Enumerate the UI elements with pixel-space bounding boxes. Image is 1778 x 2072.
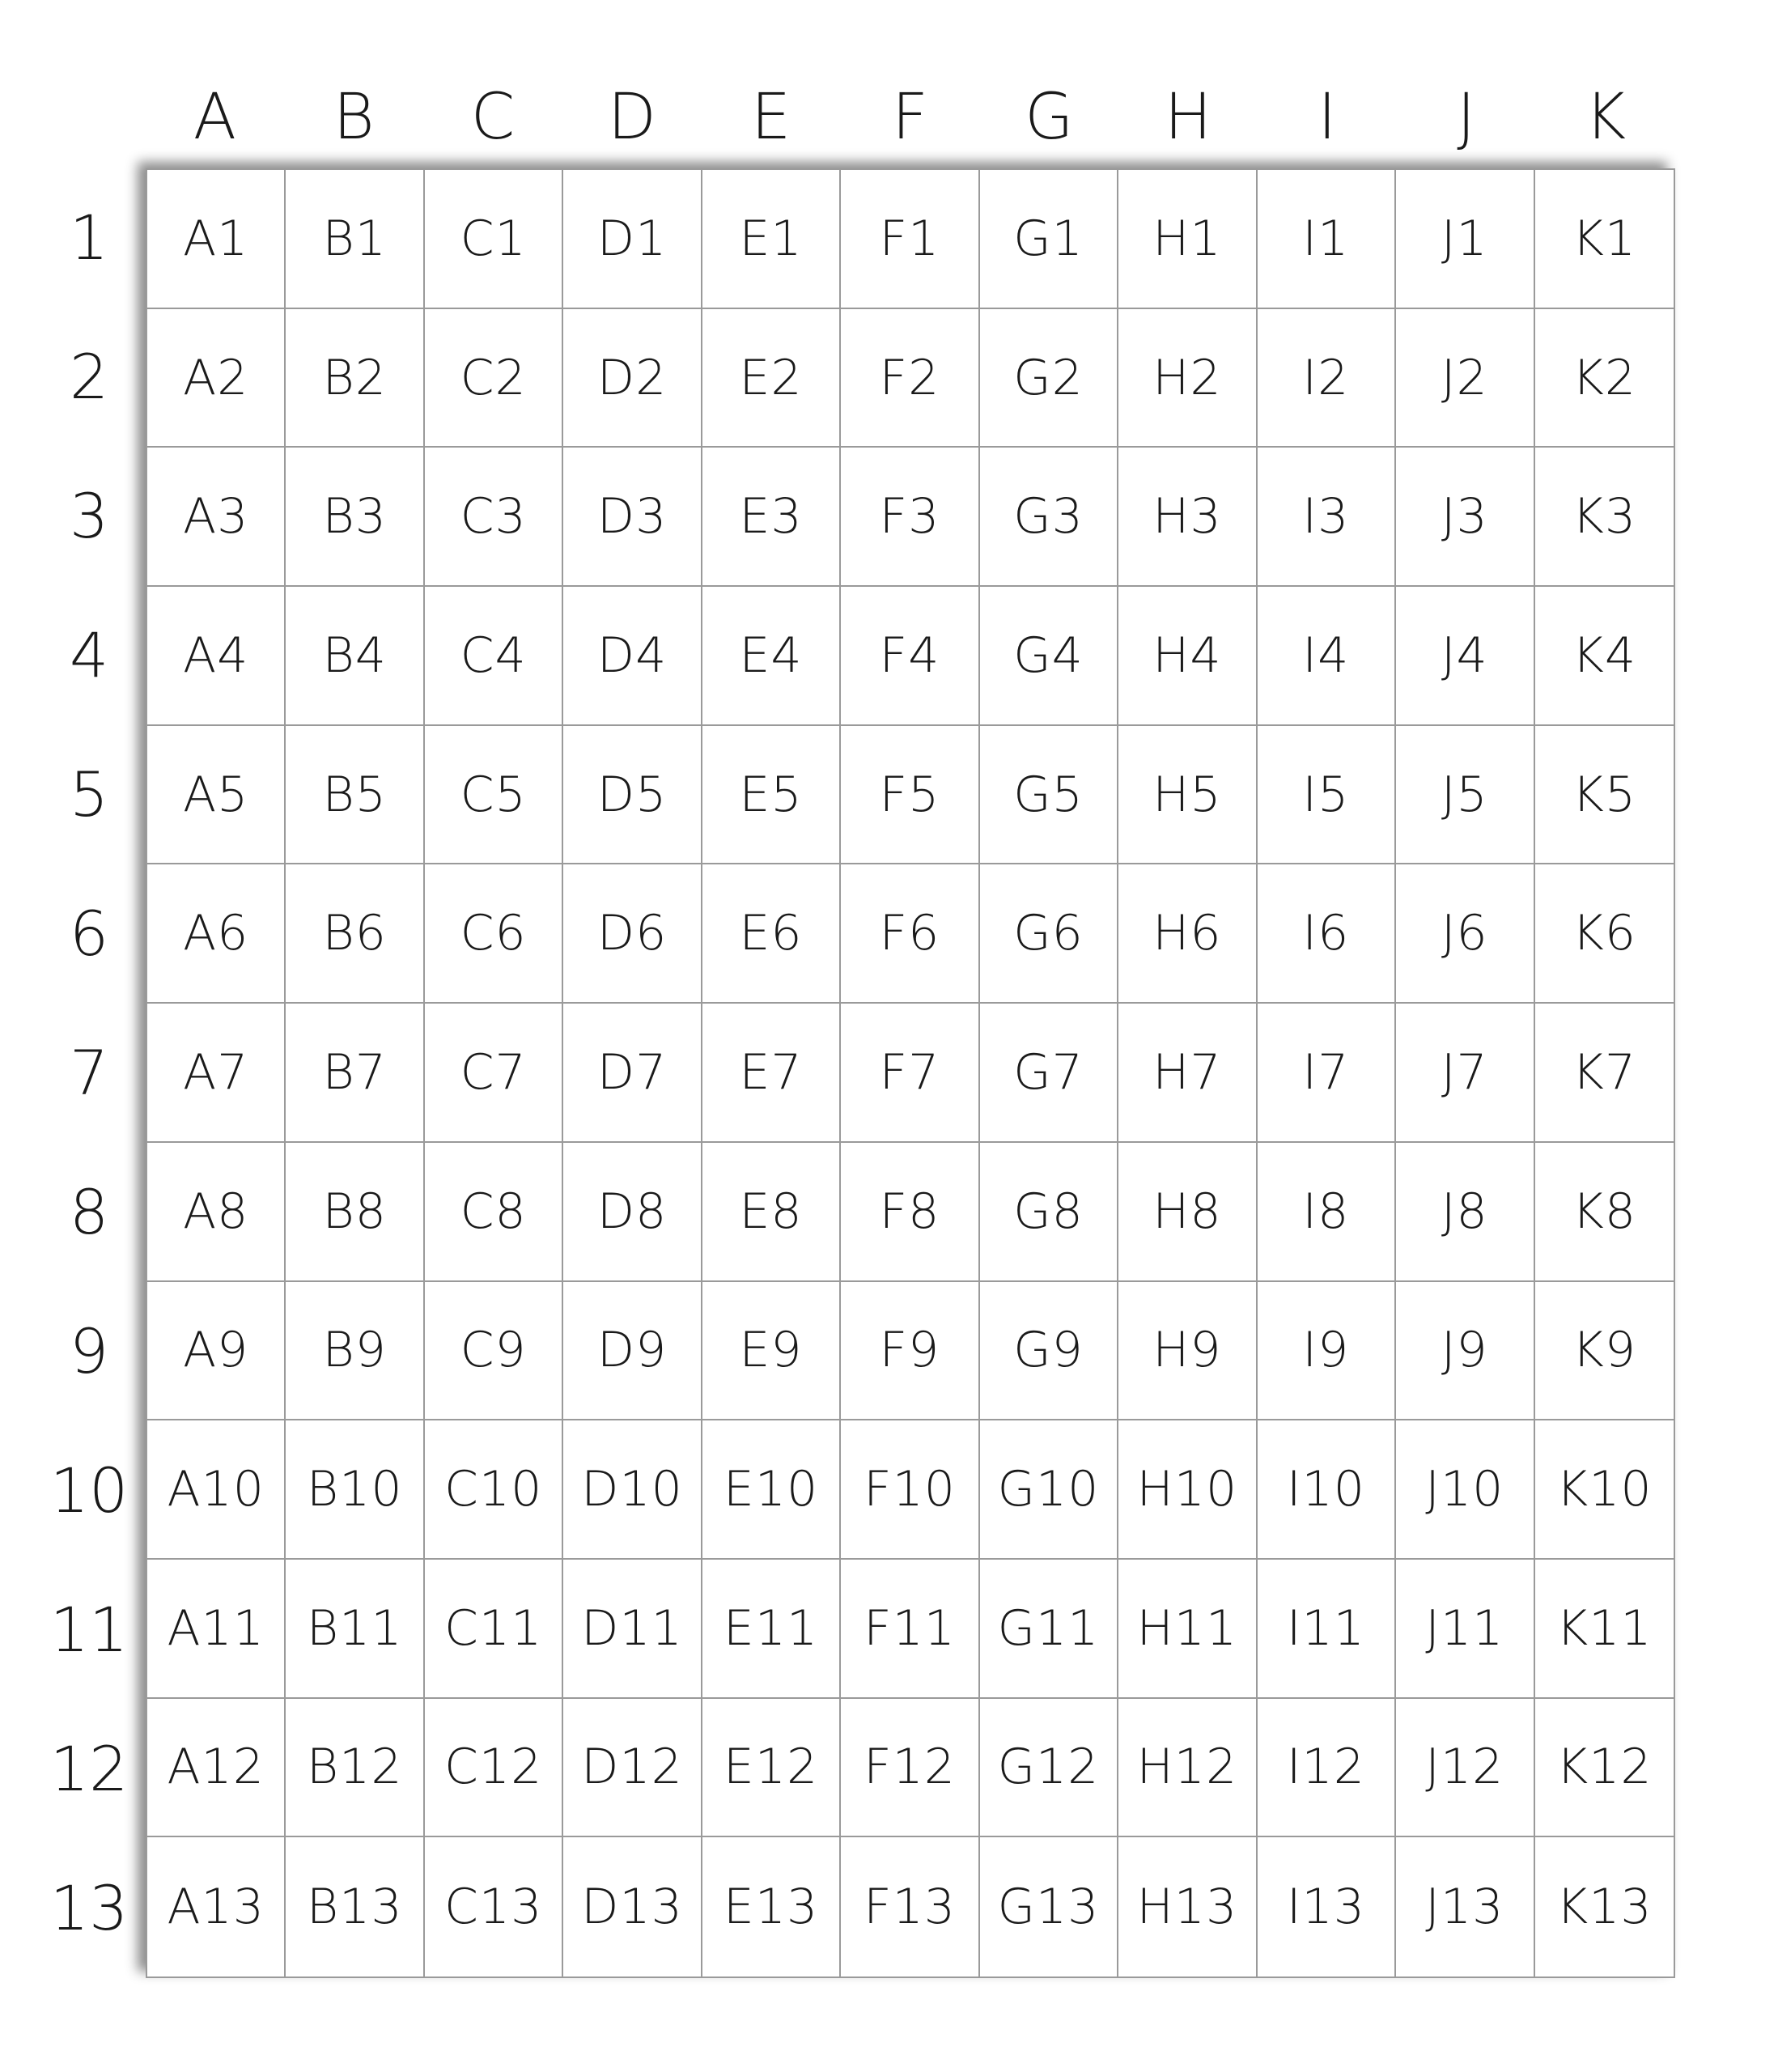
grid-cell: H6 [1118,864,1257,1004]
column-label: C [470,81,516,154]
grid-cell: E3 [702,448,841,587]
grid-cell: K1 [1535,170,1674,309]
column-label: I [1318,81,1338,154]
grid-cell: E4 [702,587,841,726]
grid-cell: E5 [702,726,841,865]
grid-cell: I12 [1258,1699,1396,1838]
grid-cell: H10 [1118,1420,1257,1560]
row-label: 8 [69,1176,109,1248]
grid-cell: F10 [841,1420,979,1560]
grid-cell: B3 [286,448,424,587]
column-label: D [607,81,657,154]
grid-cell: H12 [1118,1699,1257,1838]
grid-cell: G2 [980,309,1118,448]
grid-cell: K8 [1535,1143,1674,1282]
grid-cell: K4 [1535,587,1674,726]
column-headers [146,65,1675,170]
grid-cell: D11 [563,1560,702,1699]
grid-cell: K5 [1535,726,1674,865]
grid-cell: J12 [1396,1699,1534,1838]
grid-cell: F5 [841,726,979,865]
grid-cell: A3 [147,448,286,587]
grid-cell: D13 [563,1837,702,1976]
grid-cell: J10 [1396,1420,1534,1560]
column-label: E [751,81,792,154]
column-label: G [1025,81,1075,154]
grid-cell: C2 [425,309,563,448]
grid-cell: G10 [980,1420,1118,1560]
grid-cell: J13 [1396,1837,1534,1976]
grid-cell: D6 [563,864,702,1004]
grid-cell: F2 [841,309,979,448]
grid-cell: C3 [425,448,563,587]
grid-cell: C11 [425,1560,563,1699]
grid-cell: K10 [1535,1420,1674,1560]
grid-cell: G13 [980,1837,1118,1976]
grid-cell: I8 [1258,1143,1396,1282]
grid-cell: G9 [980,1282,1118,1421]
grid-cell: H4 [1118,587,1257,726]
grid-cell: H5 [1118,726,1257,865]
grid-cell: A13 [147,1837,286,1976]
grid-cell: G8 [980,1143,1118,1282]
grid-cell: E10 [702,1420,841,1560]
grid-cell: H11 [1118,1560,1257,1699]
grid-cell: B13 [286,1837,424,1976]
row-label: 11 [49,1594,129,1666]
grid-cell: D9 [563,1282,702,1421]
column-label: F [892,81,929,154]
grid-cell: E9 [702,1282,841,1421]
grid-cell: B4 [286,587,424,726]
grid-cell: B12 [286,1699,424,1838]
grid-cell: I11 [1258,1560,1396,1699]
grid-cell: K3 [1535,448,1674,587]
grid-cell: C9 [425,1282,563,1421]
grid-cell: B2 [286,309,424,448]
grid-cell: J2 [1396,309,1534,448]
row-label: 13 [49,1872,129,1944]
grid-cell: I2 [1258,309,1396,448]
grid-cell: A2 [147,309,286,448]
grid-cell: J5 [1396,726,1534,865]
grid-cell: H1 [1118,170,1257,309]
grid-cell: B1 [286,170,424,309]
grid-cell: G7 [980,1004,1118,1143]
grid-cell: I6 [1258,864,1396,1004]
grid-cell: C12 [425,1699,563,1838]
grid-cell: A1 [147,170,286,309]
grid-cell: C13 [425,1837,563,1976]
grid-cell: D4 [563,587,702,726]
grid-cell: D2 [563,309,702,448]
grid-cell: C6 [425,864,563,1004]
grid-cell: A10 [147,1420,286,1560]
grid-cell: A11 [147,1560,286,1699]
grid-cell: D10 [563,1420,702,1560]
grid-cell: K6 [1535,864,1674,1004]
grid-cell: F12 [841,1699,979,1838]
grid-cell: B10 [286,1420,424,1560]
grid-cell: K13 [1555,1879,1653,1936]
grid-cell: D12 [563,1699,702,1838]
grid-cell: I5 [1258,726,1396,865]
grid-cell: B7 [286,1004,424,1143]
row-label: 10 [49,1454,129,1526]
row-label: 12 [49,1733,129,1805]
row-label: 1 [69,202,109,274]
grid-cell: I13 [1258,1837,1396,1976]
grid-cell: D1 [563,170,702,309]
grid-cell: C10 [425,1420,563,1560]
grid-cell: J1 [1396,170,1534,309]
grid-cell: J8 [1396,1143,1534,1282]
grid-cell: A8 [147,1143,286,1282]
grid-cell: H7 [1118,1004,1257,1143]
column-label: H [1164,81,1213,154]
grid-cell: I1 [1258,170,1396,309]
grid-cell: K7 [1535,1004,1674,1143]
grid-cell: I3 [1258,448,1396,587]
grid-cell: F7 [841,1004,979,1143]
grid-cell: E2 [702,309,841,448]
grid-cell: D3 [563,448,702,587]
grid-cell: I4 [1258,587,1396,726]
column-label: B [333,81,376,154]
column-label: A [193,81,238,154]
grid-cell: B5 [286,726,424,865]
row-headers [32,168,146,1978]
grid-cell: G5 [980,726,1118,865]
grid-cell: G4 [980,587,1118,726]
grid-cell: G12 [980,1699,1118,1838]
grid-cell: E7 [702,1004,841,1143]
grid-cell: J4 [1396,587,1534,726]
grid-cell: F13 [841,1837,979,1976]
grid-cell: A5 [147,726,286,865]
grid-cell: H2 [1118,309,1257,448]
grid-cell: F1 [841,170,979,309]
grid-cell: B11 [286,1560,424,1699]
grid-cell: J9 [1396,1282,1534,1421]
row-label: 2 [69,341,109,413]
grid-cell: A6 [147,864,286,1004]
grid-cell: I7 [1258,1004,1396,1143]
grid-cell: F11 [841,1560,979,1699]
row-label: 7 [69,1037,109,1109]
grid-cell: A4 [147,587,286,726]
grid-cell: E6 [702,864,841,1004]
grid-cell: H13 [1118,1837,1257,1976]
grid-cell: D7 [563,1004,702,1143]
grid-cell: H8 [1118,1143,1257,1282]
column-label: K [1585,81,1627,154]
row-label: 3 [69,480,109,552]
column-label: J [1457,81,1477,154]
grid-cell: G6 [980,864,1118,1004]
grid-cell: B6 [286,864,424,1004]
grid-cell: J11 [1396,1560,1534,1699]
grid-cell: F9 [841,1282,979,1421]
grid-cell: F4 [841,587,979,726]
grid-cell: B8 [286,1143,424,1282]
grid-cell: K9 [1535,1282,1674,1421]
row-label: 6 [69,898,109,970]
grid-cell: J7 [1396,1004,1534,1143]
row-label: 4 [69,619,109,691]
grid-cell: K11 [1535,1560,1674,1699]
grid-cell: K12 [1535,1699,1674,1838]
grid-cell: J6 [1396,864,1534,1004]
grid-cell: F6 [841,864,979,1004]
grid-cell: C1 [425,170,563,309]
grid-cell: J3 [1396,448,1534,587]
grid-cell: G1 [980,170,1118,309]
grid-cell: H9 [1118,1282,1257,1421]
row-label: 5 [69,758,109,830]
grid-cell: A12 [147,1699,286,1838]
grid-cell: E13 [702,1837,841,1976]
grid-cell: D5 [563,726,702,865]
grid-cell: B9 [286,1282,424,1421]
grid-cell: I10 [1258,1420,1396,1560]
grid-cell: A9 [147,1282,286,1421]
row-label: 9 [69,1315,109,1387]
grid-cell: D8 [563,1143,702,1282]
grid-cell: G3 [980,448,1118,587]
grid-cell: E11 [702,1560,841,1699]
grid-cell: F3 [841,448,979,587]
grid-cell: C4 [425,587,563,726]
grid-cell: C8 [425,1143,563,1282]
grid-cell: A7 [147,1004,286,1143]
grid-cell: H3 [1118,448,1257,587]
grid-cell: C5 [425,726,563,865]
grid-cell: K2 [1535,309,1674,448]
grid-cell: E8 [702,1143,841,1282]
grid-cell: G11 [980,1560,1118,1699]
grid-cell: E1 [702,170,841,309]
grid-cell: E12 [702,1699,841,1838]
coordinate-grid [146,168,1675,1978]
grid-cell: F8 [841,1143,979,1282]
grid-cell: C7 [425,1004,563,1143]
grid-cell: I9 [1258,1282,1396,1421]
